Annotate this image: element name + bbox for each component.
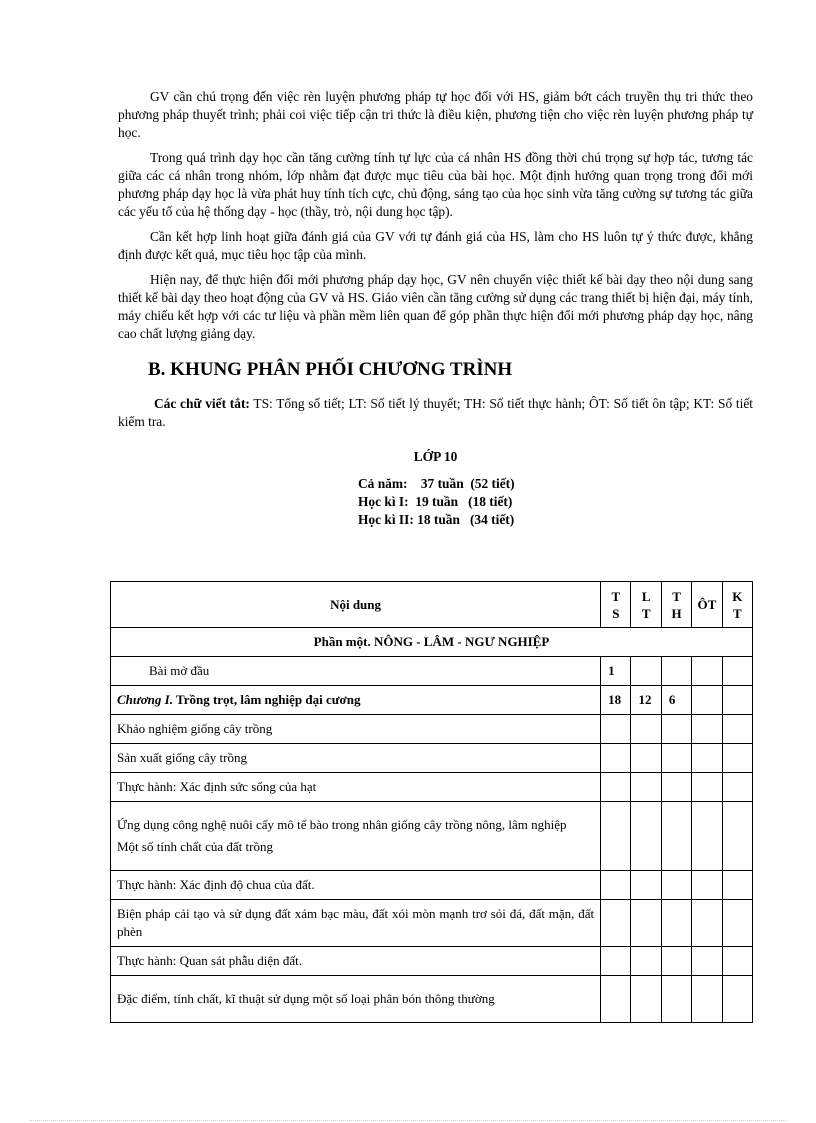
table-header-row: [111, 582, 753, 628]
paragraph: Cần kết hợp linh hoạt giữa đánh giá của GV với tự đánh giá của HS, làm cho HS luôn tự ý thức được, khẳng định được kết quả, mục tiêu học tập của mình.: [118, 229, 753, 262]
row-content: Biện pháp cải tạo và sử dụng đất xám bạc màu, đất xói mòn mạnh trơ sỏi đá, đất mặn, đất phèn: [111, 900, 601, 947]
paragraph: Trong quá trình dạy học cần tăng cường tính tự lực của cá nhân HS đồng thời chú trọng sự hợp tác, tương tác giữa các cá nhân trong nhóm, lớp nhằm đạt được mục tiêu của bài học. Một định hướng quan trọng trong đổi mới phương pháp dạy học là vừa phát huy tính tích cực, chủ động, sáng tạo của học sinh vừa tăng cường sự tương tác giữa các yếu tố của hệ thống dạy - học (thầy, trò, nội dung học tập).: [118, 150, 753, 219]
header-lt: L T: [631, 582, 661, 628]
header-kt: K T: [722, 582, 752, 628]
grade-title: LỚP 10: [413, 449, 458, 464]
row-content: [111, 802, 601, 871]
abbreviations-note: [118, 395, 753, 431]
row-content: Thực hành: Xác định sức sống của hạt: [111, 773, 601, 802]
row-lt: [631, 657, 661, 686]
header-ts: T S: [601, 582, 631, 628]
row-ts: 1: [601, 657, 631, 686]
row-content: Sản xuất giống cây trồng: [111, 744, 601, 773]
row-ot: [692, 657, 722, 686]
row-content-line: Ứng dụng công nghệ nuôi cấy mô tế bào trong nhân giống cây trồng nông, lâm nghiệp: [117, 817, 567, 832]
row-content: Khảo nghiệm giống cây trồng: [111, 715, 601, 744]
row-kt: [722, 686, 752, 715]
section-title: Phần một. NÔNG - LÂM - NGƯ NGHIỆP: [111, 628, 753, 657]
table-row: [111, 715, 753, 744]
schedule-summary: [358, 475, 753, 529]
table-row: [111, 976, 753, 1023]
row-ot: [692, 686, 722, 715]
document-page: [118, 88, 753, 543]
row-content-line: Một số tính chất của đất trồng: [117, 839, 273, 854]
summary-year: Cả năm: 37 tuần (52 tiết): [358, 476, 515, 491]
table-section-row: [111, 628, 753, 657]
row-kt: [722, 657, 752, 686]
curriculum-table: [110, 581, 753, 1023]
row-lt: 12: [631, 686, 661, 715]
header-th: T H: [661, 582, 691, 628]
table-row: [111, 947, 753, 976]
abbreviations-label: Các chữ viết tắt:: [154, 396, 250, 411]
summary-term1: Học kì I: 19 tuần (18 tiết): [358, 494, 513, 509]
paragraph: GV cần chú trọng đến việc rèn luyện phương pháp tự học đối với HS, giảm bớt cách truyền thụ tri thức theo phương pháp thuyết trình; phải coi việc tiếp cận tri thức là điều kiện, phương tiện cho việc rèn luyện phương pháp tự học.: [118, 89, 753, 140]
row-th: 6: [661, 686, 691, 715]
table-row: [111, 773, 753, 802]
abbreviations-text: TS: Tổng số tiết; LT: Số tiết lý thuyết; TH: Số tiết thực hành; ÔT: Số tiết ôn tập; KT: Số tiết kiểm tra.: [118, 396, 753, 429]
table-row: [111, 657, 753, 686]
row-content: Thực hành: Xác định độ chua của đất.: [111, 871, 601, 900]
section-heading: B. KHUNG PHÂN PHỐI CHƯƠNG TRÌNH: [148, 359, 513, 380]
row-content: Bài mở đầu: [111, 657, 601, 686]
row-ts: 18: [601, 686, 631, 715]
chapter-title: Trồng trọt, lâm nghiệp đại cương: [172, 692, 361, 707]
header-content: Nội dung: [111, 582, 601, 628]
summary-term2: Học kì II: 18 tuần (34 tiết): [358, 512, 515, 527]
table-row: [111, 871, 753, 900]
header-ot: ÔT: [692, 582, 722, 628]
paragraph: Hiện nay, để thực hiện đổi mới phương pháp dạy học, GV nên chuyển việc thiết kế bài dạy theo nội dung sang thiết kế bài dạy theo hoạt động của GV và HS. Giáo viên cần tăng cường sử dụng các trang thiết bị hiện đại, máy tính, máy chiếu kết hợp với các tư liệu và phần mềm liên quan để góp phần thực hiện đổi mới phương pháp dạy học, nâng cao chất lượng giảng dạy.: [118, 272, 753, 341]
chapter-prefix: Chương I.: [117, 692, 173, 707]
row-content: Thực hành: Quan sát phẫu diện đất.: [111, 947, 601, 976]
table-row: [111, 900, 753, 947]
table-row: [111, 802, 753, 871]
table-row: [111, 686, 753, 715]
table-row: [111, 744, 753, 773]
page-bottom-rule: [30, 1120, 786, 1121]
row-th: [661, 657, 691, 686]
row-content: [111, 686, 601, 715]
row-content: Đặc điểm, tính chất, kĩ thuật sử dụng một số loại phân bón thông thường: [111, 976, 601, 1023]
